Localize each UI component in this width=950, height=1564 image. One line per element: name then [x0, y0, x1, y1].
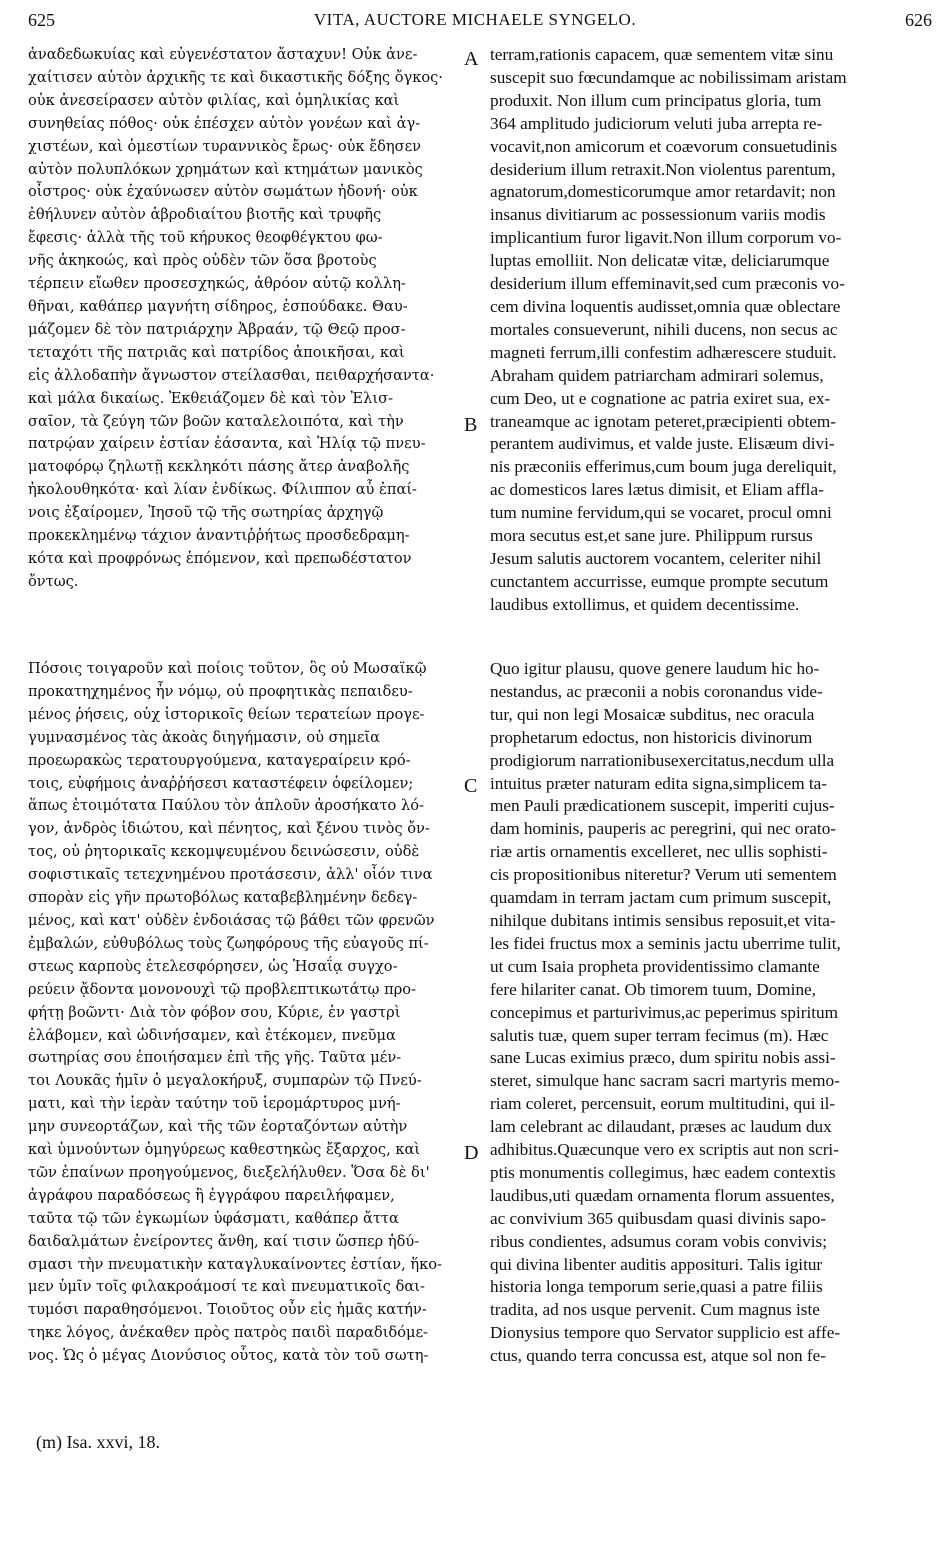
greek-text-line: τυμόσι παραθησόμενοι. Τοιοῦτος οὖν εἰς ἡμᾶς κατήν- — [28, 1301, 427, 1319]
greek-text-line: τεταχότι τῆς πατριᾶς καὶ πατρίδος ἀποικῆσαι, καὶ — [28, 343, 405, 361]
latin-text-line: prodigiorum narrationibusexercitatus,necdum ulla — [490, 750, 835, 770]
latin-text-line: nestandus, ac præconii a nobis coronandus vide- — [490, 681, 823, 701]
latin-text-line: cunctantem accurrisse, eumque prompte secutum — [490, 571, 829, 591]
latin-text-line: Jesum salutis auctorem vocantem, celeriter nihil — [490, 548, 822, 568]
greek-text-line: νῆς ἀκηκοώς, καὶ πρὸς οὐδὲν τῶν ὅσα βροτοὺς — [28, 252, 377, 270]
greek-text-line: δαιδαλμάτων ἐνείροντες ἄνθη, καί τισιν ὥσπερ ἡδύ- — [28, 1232, 420, 1250]
greek-text-line: σμασι τὴν πνευματικὴν καταγλυκαίνοντες ἑστίαν, ἥκο- — [28, 1255, 442, 1273]
latin-text-line: ctus, quando terra concussa est, atque sol non fe- — [490, 1346, 827, 1366]
greek-text-line: τῶν ἐπαίνων προηγούμενος, διεξελήλυθεν. Ὅσα δὲ δι' — [28, 1163, 430, 1181]
latin-text-line: tur, qui non legi Mosaicæ subditus, nec oracula — [490, 704, 815, 724]
latin-text-line: produxit. Non illum cum principatus gloria, tum — [490, 90, 822, 110]
latin-text-line: vocavit,non amicorum et coævorum consuetudinis — [490, 136, 838, 156]
greek-text-line: θῆναι, καθάπερ μαγνήτη σίδηρος, ἐσπούδακε. Θαυ- — [28, 297, 408, 315]
greek-text-line: τος, οὐ ῥητορικαῖς κεκομψευμένου δεινώσεσιν, οὐδὲ — [28, 843, 420, 861]
greek-text-line: γυμνασμένος τὰς ἀκοὰς διηγήμασιν, οὐ σημεῖα — [28, 728, 380, 746]
greek-text-line: αὐτὸν πολυπλόκων χρημάτων καὶ κτημάτων μανικὸς — [28, 160, 423, 178]
latin-text-line: riam coleret, percensuit, eorum multitudini, qui il- — [490, 1094, 836, 1114]
latin-text-line: ut cum Isaia propheta providentissimo clamante — [490, 956, 820, 976]
greek-text-line: νοις ἐξαίρομεν, Ἰησοῦ τῷ τῆς σωτηρίας ἀρχηγῷ — [28, 504, 384, 522]
latin-text-line: luptas emolliit. Non delicatæ vitæ, deliciarumque — [490, 251, 830, 271]
greek-text-line: ἠκολουθηκότα· καὶ λίαν ἐνδίκως. Φίλιππον αὖ ἐπαί- — [28, 481, 417, 499]
latin-text-line: cum Deo, ut e cognatione ac patria exiret sua, ex- — [490, 388, 831, 408]
latin-text-line: les fidei fructus mox a seminis jactu uberrime tulit, — [490, 933, 841, 953]
greek-text-line: φήτῃ βοῶντι· Διὰ τὸν φόβον σου, Κύριε, ἐν γαστρὶ — [28, 1003, 401, 1021]
latin-text-line: magneti ferrum,illi confestim adhærescere studuit. — [490, 342, 837, 362]
latin-text-line: traneamque ac ignotam peteret,præcipienti obtem- — [490, 411, 836, 431]
latin-text-line: prophetarum edoctus, non historicis divinorum — [490, 727, 813, 747]
footnote: (m) Isa. xxvi, 18. — [36, 1432, 160, 1452]
greek-text-line: προεωρακὼς τερατουργούμενα, καταγεραίρειν κρό- — [28, 751, 411, 769]
latin-text-line: Dionysius tempore quo Servator supplicio est affe- — [490, 1323, 841, 1343]
latin-text-line: mortales consueverunt, nihili ducens, non secus ac — [490, 319, 838, 339]
greek-text-line: ρεύειν ᾄδοντα μονονουχὶ τῷ προβλεπτικωτάτῳ προ- — [28, 980, 416, 998]
greek-text-line: τοι Λουκᾶς ἡμῖν ὁ μεγαλοκήρυξ, συμπαρὼν τῷ Πνεύ- — [28, 1072, 422, 1090]
greek-column-top — [28, 44, 456, 594]
section-marker-d: D — [464, 1142, 479, 1164]
latin-text-line: perantem audivimus, et valde juste. Elisæum divi- — [490, 434, 835, 454]
section-marker-a: A — [464, 48, 479, 70]
latin-text-line: agnatorum,domesticorumque amor retardavit; non — [490, 182, 836, 202]
latin-text-line: terram,rationis capacem, quæ sementem vitæ sinu — [490, 45, 834, 64]
greek-text-line: οἶστρος· οὐκ ἐχαύνωσεν αὐτὸν σωμάτων ἡδονή· οὐκ — [28, 183, 418, 201]
latin-text-line: laudibus extollimus, et quidem decentissime. — [490, 594, 800, 614]
greek-text-line: νος. Ὡς ὁ μέγας Διονύσιος οὗτος, κατὰ τὸν τοῦ σωτη- — [28, 1347, 429, 1365]
latin-column-bottom — [490, 658, 932, 1368]
latin-text-line: cem divina loquentis audisset,omnia quæ oblectare — [490, 296, 841, 316]
greek-text-line: ματοφόρῳ ζηλωτῇ κεκληκότι πάσης ἄτερ ἀναβολῆς — [28, 458, 410, 476]
latin-text-line: riæ artis ornamentis excelleret, nec ullis sophisti- — [490, 842, 828, 862]
greek-text-line: χαίτισεν αὐτὸν ἀρχικῆς τε καὶ δικαστικῆς δόξης ὄγκος· — [28, 68, 443, 86]
latin-text-line: insanus divitiarum ac possessionum variis modis — [490, 205, 826, 225]
latin-text-line: tum numine fervidum,qui se vocaret, procul omni — [490, 503, 832, 523]
latin-text-line: mora secutus est,et sane jure. Philippum rursus — [490, 526, 813, 546]
latin-text-line: steret, simulque hanc sacram sacri martyris memo- — [490, 1071, 840, 1091]
section-marker-c: C — [464, 775, 478, 797]
latin-text-line: Abraham quidem patriarcham admirari solemus, — [490, 365, 824, 385]
latin-text-line: men Pauli prædicationem suscepit, imperiti cujus- — [490, 796, 835, 816]
greek-text-line: τέρπειν εἴωθεν προσεσχηκώς, ἀθρόον αὐτῷ κολλη- — [28, 275, 406, 293]
page-number-left: 625 — [28, 10, 55, 30]
latin-text-line: desiderium illum effeminavit,sed cum præconis vo- — [490, 274, 845, 294]
latin-text-line: laudibus,uti quædam ornamenta florum assuentes, — [490, 1185, 835, 1205]
greek-text-line: μάζομεν δὲ τὸν πατριάρχην Ἀβραάν, τῷ Θεῷ προσ- — [28, 320, 406, 338]
greek-text-line: ἅπως ἑτοιμότατα Παύλου τὸν ἁπλοῦν ἀροσήκατο λό- — [28, 797, 424, 815]
latin-text-line: cis propositionibus niteretur? Verum uti sementem — [490, 865, 837, 885]
latin-text-line: suscepit suo fœcundamque ac nobilissimam aristam — [490, 67, 847, 87]
greek-text-line: συνηθείας πόθος· οὐκ ἐπέσχεν αὐτὸν γονέων καὶ ἀγ- — [28, 114, 421, 132]
latin-text-line: fere hilariter canat. Ob timorem tuum, Domine, — [490, 979, 816, 999]
greek-text-line: ταῦτα τῷ τῶν ἐγκωμίων ὑφάσματι, καθάπερ ἄττα — [28, 1209, 399, 1227]
greek-text-line: τηκε λόγος, ἀνέκαθεν πρὸς πατρὸς παιδὶ παραδιδόμε- — [28, 1324, 428, 1342]
latin-text-line: intuitus præter naturam edita signa,simplicem ta- — [490, 773, 827, 793]
latin-text-line: ribus condientes, adsumus coram vobis convivis; — [490, 1231, 828, 1251]
latin-text-line: ac convivium 365 quibusdam quasi divinis sapo- — [490, 1208, 827, 1228]
greek-text-line: ἐμβαλών, εὐθυβόλως τοὺς ζωηφόρους τῆς εὐαγοῦς πί- — [28, 934, 429, 952]
latin-text-line: tradita, ad nos usque pervenit. Cum magnus iste — [490, 1300, 820, 1320]
latin-text-line: historia longa temporum serie,quasi a patre filiis — [490, 1277, 823, 1297]
latin-text-line: lam celebrant ac dilaudant, præses ac laudum dux — [490, 1117, 832, 1137]
greek-text-line: στεως καρποὺς ἐτελεσφόρησεν, ὡς Ἡσαΐᾳ συγχο- — [28, 957, 398, 975]
greek-text-line: προκατηχημένος ἦν νόμῳ, οὐ προφητικὰς πεπαιδευ- — [28, 682, 413, 700]
latin-text-line: sane Lucas eximius præco, dum spiritu nobis assi- — [490, 1048, 836, 1068]
greek-text-line: μένος, καὶ κατ' οὐδὲν ἐνδοιάσας τῷ βάθει τῶν φρενῶν — [28, 911, 435, 929]
page-number-right: 626 — [905, 10, 932, 30]
greek-text-line: ματι, καὶ τὴν ἱερὰν ταύτην τοῦ ἱερομάρτυρος μνή- — [28, 1095, 401, 1113]
greek-text-line: κότα καὶ προφρόνως ἑπόμενον, καὶ πρεπωδέστατον — [28, 549, 412, 567]
greek-text-line: γον, ἀνδρὸς ἰδιώτου, καὶ πένητος, καὶ ξένου τινὸς ὄν- — [28, 820, 430, 838]
greek-text-line: σοφιστικαῖς τετεχνημένου προτάσεσιν, ἀλλ' οἷόν τινα — [28, 866, 433, 884]
latin-text-line: adhibitus.Quæcunque vero ex scriptis aut non scri- — [490, 1140, 839, 1160]
greek-text-line: ἀναδεδωκυίας καὶ εὐγενέστατον ἄσταχυν! Οὐκ ἀνε- — [28, 46, 418, 63]
greek-column-bottom — [28, 658, 456, 1368]
greek-text-line: σωτηρίας σου ἐποιήσαμεν ἐπὶ τῆς γῆς. Ταῦτα μέν- — [28, 1049, 402, 1067]
greek-text-line: μεν ὑμῖν τοῖς φιλακροάμοσί τε καὶ πνευματικοῖς δαι- — [28, 1278, 425, 1296]
greek-text-line: οὐκ ἀνεσείρασεν αὐτὸν φιλίας, καὶ ὁμηλικίας καὶ — [28, 91, 400, 109]
latin-text-line: ac domesticos lares lætus dimisit, et Eliam affla- — [490, 480, 824, 500]
greek-text-line: ὄντως. — [28, 572, 79, 590]
greek-text-line: χιστέων, καὶ ὁμεστίων τυραννικὸς ἔρως· οὐκ ἔδησεν — [28, 137, 422, 155]
greek-text-line: μην συνεορτάζων, καὶ τῆς τῶν ἑορταζόντων αὐτὴν — [28, 1118, 408, 1136]
greek-text-line: ἔφεσις· ἀλλὰ τῆς τοῦ κήρυκος θεοφθέγκτου φω- — [28, 229, 383, 247]
latin-text-line: Quo igitur plausu, quove genere laudum hic ho- — [490, 659, 820, 678]
greek-text-line: σπορὰν εἰς γῆν πρωτοβόλως καταβεβλημένην δεδεγ- — [28, 889, 418, 907]
latin-text-line: implicantium furor ligavit.Non illum corporum vo- — [490, 228, 842, 248]
greek-text-line: καὶ μάλα δικαίως. Ἐκθειάζομεν δὲ καὶ τὸν Ἐλισ- — [28, 389, 394, 407]
section-marker-b: B — [464, 414, 478, 436]
greek-text-line: Πόσοις τοιγαροῦν καὶ ποίοις τοῦτον, ὃς οὐ Μωσαϊκῷ — [28, 660, 427, 677]
latin-text-line: 364 amplitudo judiciorum veluti juba arrepta re- — [490, 113, 823, 133]
latin-text-line: concepimus et parturivimus,ac peperimus spiritum — [490, 1002, 838, 1022]
latin-text-line: ptis monumentis collegimus, hæc eadem contextis — [490, 1162, 836, 1182]
greek-text-line: ἐθήλυνεν αὐτὸν ἁβροδιαίτου βιοτῆς καὶ τρυφῆς — [28, 206, 382, 224]
latin-text-line: dam hominis, pauperis ac peregrini, qui nec orato- — [490, 819, 837, 839]
greek-text-line: ἐλάβομεν, καὶ ὠδινήσαμεν, καὶ ἐτέκομεν, πνεῦμα — [28, 1026, 396, 1044]
latin-text-line: desiderium illum retraxit.Non violentus parentum, — [490, 159, 836, 179]
greek-text-line: μένος ῥήσεις, οὐχ ἱστορικοῖς θείων τερατείων προγε- — [28, 705, 425, 723]
greek-text-line: προκεκλημένῳ τάχιον ἀναντιῤῥήτως προσδεδραμη- — [28, 527, 410, 545]
latin-column-top — [490, 44, 932, 617]
latin-text-line: nis præconiis efferimus,cum boum juga dereliquit, — [490, 457, 837, 477]
greek-text-line: ἀγράφου παραδόσεως ἢ ἐγγράφου παρειλήφαμεν, — [28, 1186, 395, 1204]
greek-text-line: καὶ ὑμνούντων ὁμηγύρεως καθεστηκὼς ἔξαρχος, καὶ — [28, 1141, 421, 1159]
running-title: VITA, AUCTORE MICHAELE SYNGELO. — [313, 10, 637, 29]
greek-text-line: πατρῴαν χαίρειν ἑστίαν ἐάσαντα, καὶ Ἠλίᾳ τῷ πνευ- — [28, 435, 426, 453]
greek-text-line: εἰς ἀλλοδαπὴν ἄγνωστον στείλασθαι, πειθαρχήσαντα· — [28, 366, 435, 384]
latin-text-line: qui divina libenter auditis apposituri. Talis igitur — [490, 1254, 823, 1274]
latin-text-line: nihilque dubitans intimis sensibus reposuit,et vita- — [490, 910, 836, 930]
greek-text-line: τοις, εὐφήμοις ἀναῤῥήσεσι καταστέφειν ὀφείλομεν; — [28, 774, 414, 792]
latin-text-line: salutis tuæ, quem super terram fecimus (m). Hæc — [490, 1025, 829, 1045]
page-header — [0, 0, 950, 40]
greek-text-line: σαῖον, τὰ ζεύγη τῶν βοῶν καταλελοιπότα, καὶ τὴν — [28, 412, 404, 430]
latin-text-line: quamdam in terram jactam cum primum suscepit, — [490, 888, 832, 908]
